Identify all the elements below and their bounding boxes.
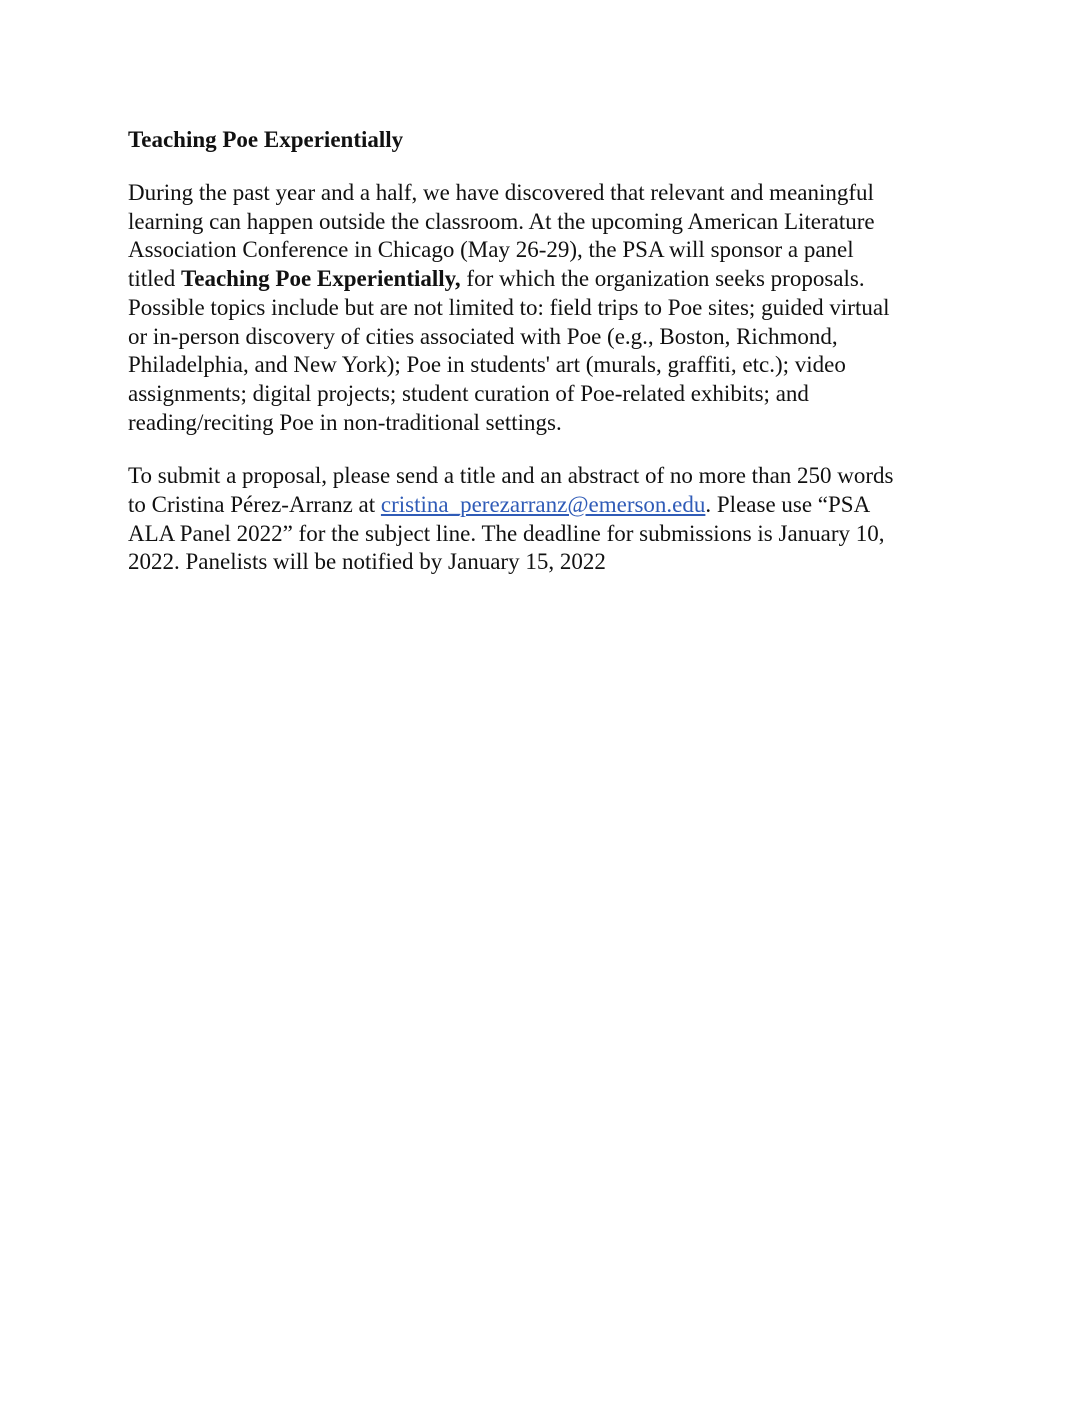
text-line: During the past year and a half, we have discovered that relevant and meaningful — [128, 180, 874, 205]
text-line: or in-person discovery of cities associated with Poe (e.g., Boston, Richmond, — [128, 323, 838, 349]
intro-paragraph — [128, 179, 978, 437]
text-line: assignments; digital projects; student curation of Poe-related exhibits; and — [128, 380, 809, 406]
text-line: ALA Panel 2022” for the subject line. The deadline for submissions is January 10, — [128, 520, 885, 546]
text-line: 2022. Panelists will be notified by January 15, 2022 — [128, 549, 606, 575]
text-line — [128, 491, 978, 520]
submission-paragraph — [128, 462, 978, 577]
text-fragment: to Cristina Pérez-Arranz at — [128, 492, 381, 518]
text-fragment: . Please use “PSA — [705, 492, 871, 518]
text-line: To submit a proposal, please send a title and an abstract of no more than 250 words — [128, 463, 894, 489]
text-line: Possible topics include but are not limited to: field trips to Poe sites; guided virtual — [128, 294, 890, 320]
text-fragment: titled — [128, 266, 182, 292]
text-line — [128, 265, 978, 294]
document-page — [128, 126, 978, 602]
panel-title-bold: Teaching Poe Experientially, — [181, 266, 461, 292]
text-line: reading/reciting Poe in non-traditional settings. — [128, 409, 562, 435]
document-title: Teaching Poe Experientially — [128, 127, 404, 152]
text-line: Philadelphia, and New York); Poe in students' art (murals, graffiti, etc.); video — [128, 352, 846, 378]
text-line: learning can happen outside the classroom. At the upcoming American Literature — [128, 208, 875, 234]
text-line: Association Conference in Chicago (May 26-29), the PSA will sponsor a panel — [128, 237, 854, 263]
text-fragment: for which the organization seeks proposals. — [460, 266, 865, 292]
email-link[interactable]: cristina_perezarranz@emerson.edu — [380, 492, 706, 518]
